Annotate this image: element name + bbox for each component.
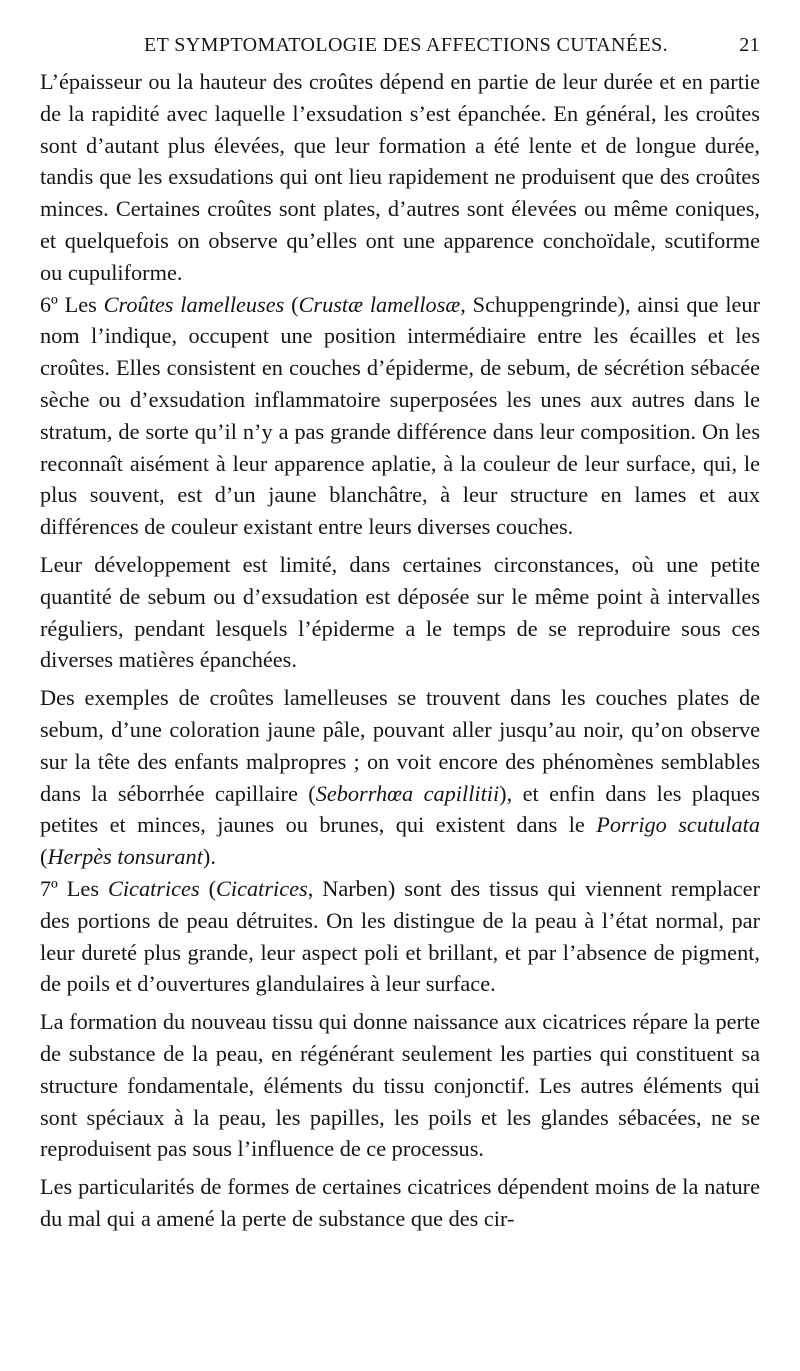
text-run: ( <box>199 875 217 901</box>
text-run: Les <box>57 291 104 317</box>
paragraph-particularities <box>40 1171 760 1235</box>
paragraph-text: L’épaisseur ou la hauteur des croûtes dépend en partie de leur durée et en partie de la rapidité avec laquelle l’exsudation s’est épanchée. En général, les croûtes sont d’autant plus élevées, que leur formation a été lente et de longue durée, tandis que les exsudations qui ont lieu rapidement ne produisent que des croûtes minces. Certaines croûtes sont plates, d’autres sont élevées ou même coniques, et quelquefois on observe qu’elles ont une apparence conchoïdale, scutiforme ou cupuliforme. <box>40 69 760 285</box>
running-title: ET SYMPTOMATOLOGIE DES AFFECTIONS CUTANÉES. <box>144 34 668 56</box>
text-run: ( <box>40 844 48 870</box>
text-run: ( <box>284 291 299 317</box>
book-page <box>40 30 760 1360</box>
item-number: 7º <box>40 875 58 901</box>
paragraph-crust-thickness <box>40 66 760 289</box>
text-run: Les <box>57 875 108 901</box>
paragraph-text: Les particularités de formes de certaines cicatrices dépendent moins de la nature du mal qui a amené la perte de substance que des cir- <box>40 1174 760 1231</box>
item-number: 6º <box>40 291 58 317</box>
italic-latin-term: Seborrhœa capillitii <box>315 780 500 806</box>
paragraph-lamellar-crusts <box>40 289 760 543</box>
paragraph-tissue-formation <box>40 1006 760 1165</box>
italic-latin-term: Porrigo scutulata <box>596 812 760 838</box>
italic-latin-term: Cicatrices <box>216 875 308 901</box>
paragraph-text: Leur développement est limité, dans certaines circonstances, où une petite quantité de sebum ou d’exsudation est déposée sur le même point à intervalles réguliers, pendant lesquels l’épiderme a le temps de se reproduire sous ces diverses matières épanchées. <box>40 551 760 673</box>
text-run: Des exemples de croûtes lamelleuses se trouvent dans les couches plates de sebum, d’une coloration jaune pâle, pouvant aller jusqu’au noir, qu’on observe sur la tête des enfants malpropres ; on voit encore des phénomènes semblables dans la séborrhée capillaire ( <box>40 685 760 806</box>
text-run: , Schuppengrinde), ainsi que leur nom l’indique, occupent une position intermédiaire entre les écailles et les croûtes. Elles consistent en couches d’épiderme, de sebum, de sécrétion sébacée sèche ou d’exsudation inflammatoire superposées les unes aux autres dans le stratum, de sorte qu’il n’y a pas grande différence dans leur composition. On les reconnaît aisément à leur apparence aplatie, à la couleur de leur surface, qui, le plus souvent, est d’un jaune blanchâtre, à leur structure en lames et aux différences de couleur existant entre leurs diverses couches. <box>40 291 760 540</box>
italic-term: Cicatrices <box>107 875 200 901</box>
text-run: ). <box>202 844 216 870</box>
text-run: ), et enfin dans les plaques petites et minces, jaunes ou brunes, qui existent dans le <box>40 780 760 838</box>
page-number: 21 <box>739 34 760 56</box>
paragraph-development <box>40 549 760 676</box>
italic-term: Herpès tonsurant <box>47 844 203 870</box>
paragraph-cicatrices <box>40 873 760 1000</box>
italic-term: Croûtes lamelleuses <box>103 291 285 317</box>
body-text <box>40 66 760 1235</box>
paragraph-examples <box>40 682 760 873</box>
paragraph-text: La formation du nouveau tissu qui donne naissance aux cicatrices répare la perte de substance de la peau, en régénérant seulement les parties qui constituent sa structure fondamentale, éléments du tissu conjonctif. Les autres éléments qui sont spéciaux à la peau, les papilles, les poils et les glandes sébacées, ne se reproduisent pas sous l’influence de ce processus. <box>40 1009 760 1162</box>
italic-latin-term: Crustæ lamellosæ <box>298 291 461 317</box>
text-run: , Narben) sont des tissus qui viennent remplacer des portions de peau détruites. On les distingue de la peau à l’état normal, par leur dureté plus grande, leur aspect poli et brillant, et par l’absence de pigment, de poils et d’ouvertures glandulaires à leur surface. <box>40 875 760 997</box>
page-header <box>40 30 760 66</box>
